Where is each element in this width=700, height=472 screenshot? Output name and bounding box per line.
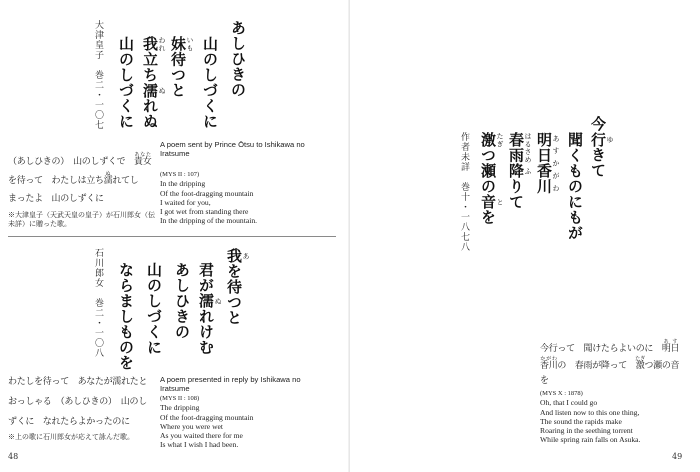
poem-1878-translation-line (540, 356, 679, 373)
ruby-word (661, 339, 680, 354)
text-segment: れてし (112, 176, 139, 186)
poem-107-verse-line-4 (142, 36, 166, 129)
poem-107-translation-line (8, 190, 104, 209)
text-segment: を (540, 376, 549, 386)
poem-108-verse-line-4 (142, 262, 166, 355)
furigana-reading: あなた (134, 152, 152, 158)
text-segment: 聞くものにもが (566, 132, 584, 241)
poem-108-verse-line-3 (170, 262, 194, 340)
poem-107-reference: (MYS II : 107) (160, 171, 200, 178)
poem-1878-verse-line-1 (590, 116, 614, 178)
text-segment: つ瀬の (479, 147, 497, 194)
poem-108-verse-line-2 (198, 262, 222, 355)
ruby-word (141, 36, 166, 52)
text-segment: あしひきの (229, 20, 247, 98)
text-segment: 山のしづくに (117, 36, 135, 129)
furigana-reading: かがわ (540, 356, 558, 362)
text-segment: れぬ (141, 98, 159, 129)
ruby-word (225, 248, 250, 264)
ruby-base-text: 濡 (141, 82, 159, 98)
poem-108-attribution: 石川郎女 巻二・一〇八 (93, 248, 103, 358)
text-segment: 今行って 聞けたらよいのに (540, 344, 662, 354)
poem-1878-english-translation (540, 389, 690, 445)
text-segment: 今 (589, 116, 607, 132)
english-verse-line: In the dripping of the mountain. (160, 216, 258, 226)
furigana-reading: ふ (524, 163, 532, 179)
furigana-reading: たぎ (635, 356, 646, 362)
furigana-reading: あす (661, 339, 680, 345)
poem-107-translation-line (8, 152, 151, 171)
text-segment: 待つと (169, 51, 187, 98)
english-verse-line: The dripping (160, 403, 200, 413)
english-verse-line: The sound the rapids make (540, 416, 622, 426)
ruby-word (169, 36, 194, 52)
poem-1878-attribution: 作者未詳 巻十・一八七八 (459, 132, 469, 252)
ruby-word (535, 132, 560, 194)
english-verse-line: Of the foot-dragging mountain (160, 188, 254, 198)
furigana-reading: と (496, 194, 504, 210)
furigana-reading: ゆ (606, 131, 614, 147)
furigana-reading: いも (186, 36, 194, 52)
poem-1878-reference: (MYS X : 1878) (540, 390, 583, 397)
text-segment: つ瀬の音 (644, 361, 680, 371)
poem-108-verse-line-5 (114, 262, 138, 371)
ruby-word (141, 82, 166, 99)
text-segment: りて (507, 178, 525, 210)
ruby-base-text: 激 (635, 361, 646, 371)
poem-1878-verse-line-4 (508, 132, 532, 210)
ruby-base-text: 春雨 (507, 132, 525, 163)
text-segment: わたしを待って あなたが濡れたと (8, 377, 148, 387)
ruby-base-text: 降 (507, 163, 525, 179)
ruby-base-text: 明日香川 (535, 132, 553, 194)
text-segment: きて (589, 147, 607, 178)
ruby-base-text: 我 (141, 36, 159, 52)
furigana-reading: ぬ (103, 171, 113, 177)
text-segment: 立ち (141, 51, 159, 83)
ruby-base-text: 妹 (169, 36, 187, 52)
english-verse-line: I got wet from standing there (160, 207, 249, 217)
poem-107-verse-line-5 (114, 36, 138, 129)
ruby-word (134, 152, 152, 167)
ruby-word (589, 131, 614, 148)
furigana-reading: あ (242, 248, 250, 264)
poem-1878-verse-line-5 (480, 132, 504, 225)
text-segment: あしひきの (173, 262, 191, 340)
furigana-reading: あすかがわ (552, 132, 560, 194)
text-segment: 君が (197, 262, 215, 293)
furigana-reading: われ (158, 36, 166, 52)
english-verse-line: Roaring in the seething torrent (540, 426, 633, 436)
ruby-base-text: 明日 (661, 344, 680, 354)
right-page (350, 0, 700, 472)
text-segment: を待つと (225, 263, 243, 326)
furigana-reading: ぬ (214, 293, 222, 309)
poem-108-english-heading: A poem presented in reply by Ishikawa no Iratsume (160, 375, 301, 393)
text-segment: 山のしづくに (145, 262, 163, 355)
furigana-reading: たぎ (496, 132, 504, 148)
english-verse-line: While spring rain falls on Asuka. (540, 435, 641, 445)
page-number-right: 49 (672, 452, 683, 461)
english-verse-line: Of the foot-dragging mountain (160, 412, 254, 422)
furigana-reading: はるさめ (524, 132, 532, 163)
ruby-base-text: 貴女 (134, 157, 152, 167)
ruby-base-text: 香川 (540, 361, 558, 371)
poem-108-translation-line (8, 412, 130, 432)
ruby-word (479, 194, 504, 210)
poem-107-verse-line-3 (170, 36, 194, 98)
poem-1878-verse-line-3 (536, 132, 560, 194)
poem-107-translation-line (8, 171, 139, 190)
ruby-word (507, 163, 532, 179)
ruby-word (507, 132, 532, 163)
poem-1878-translation-line (540, 339, 679, 356)
english-verse-line: And listen now to this one thing, (540, 407, 640, 417)
text-segment: れけむ (197, 308, 215, 355)
english-verse-line: Where you were wet (160, 421, 224, 431)
text-segment: の 春雨が降って (557, 361, 636, 371)
english-verse-line: Oh, that I could go (540, 398, 598, 408)
ruby-base-text: 濡 (197, 293, 215, 309)
poem-1878-translation-line (540, 373, 549, 390)
text-segment: を待って わたしは立ち (8, 176, 104, 186)
text-segment: ずくに なれたらよかったのに (8, 417, 130, 427)
poem-108-reference: (MYS II : 108) (160, 395, 200, 402)
text-segment: （あしひきの） 山のしずくで (8, 157, 135, 167)
poem-107-english-heading: A poem sent by Prince Ōtsu to Ishikawa no Iratsume (160, 140, 305, 158)
ruby-base-text: 音 (479, 194, 497, 210)
section-divider (8, 236, 336, 237)
text-segment: を (479, 209, 497, 225)
poem-108-translation-note: ※上の歌に石川郎女が応えて詠んだ歌。 (8, 433, 134, 441)
poem-108-english-translation (160, 394, 310, 450)
poem-107-attribution: 大津皇子 巻二・一〇七 (93, 20, 103, 130)
poem-107-verse-line-2 (198, 36, 222, 129)
ruby-word (197, 293, 222, 309)
poem-107-english-translation (160, 170, 310, 226)
text-segment: おっしゃる （あしひきの） 山のし (8, 397, 147, 407)
english-verse-line: I waited for you, (160, 197, 211, 207)
english-verse-line: In the dripping (160, 179, 206, 189)
poem-108-translation-line (8, 392, 147, 412)
poem-108-verse-line-1 (226, 248, 250, 326)
english-verse-line: As you waited there for me (160, 431, 243, 441)
text-segment: 山のしづくに (201, 36, 219, 129)
ruby-base-text: 我 (225, 248, 243, 264)
poem-1878-verse-line-2 (563, 132, 587, 241)
ruby-word (479, 132, 504, 148)
poem-107-translation-note: ※大津皇子（天武天皇の皇子）が石川郎女（伝未詳）に贈った歌。 (8, 211, 155, 228)
ruby-base-text: 濡 (103, 176, 113, 186)
furigana-reading: ぬ (158, 82, 166, 98)
ruby-base-text: 激 (479, 132, 497, 148)
text-segment: ならましものを (117, 262, 135, 371)
poem-107-verse-line-1 (226, 20, 250, 98)
ruby-word (540, 356, 558, 371)
text-segment: まったよ 山のしずくに (8, 194, 104, 204)
english-verse-line: Is what I wish I had been. (160, 440, 239, 450)
poem-108-translation-line (8, 372, 147, 392)
ruby-base-text: 行 (589, 131, 607, 147)
page-number-left: 48 (8, 452, 19, 461)
